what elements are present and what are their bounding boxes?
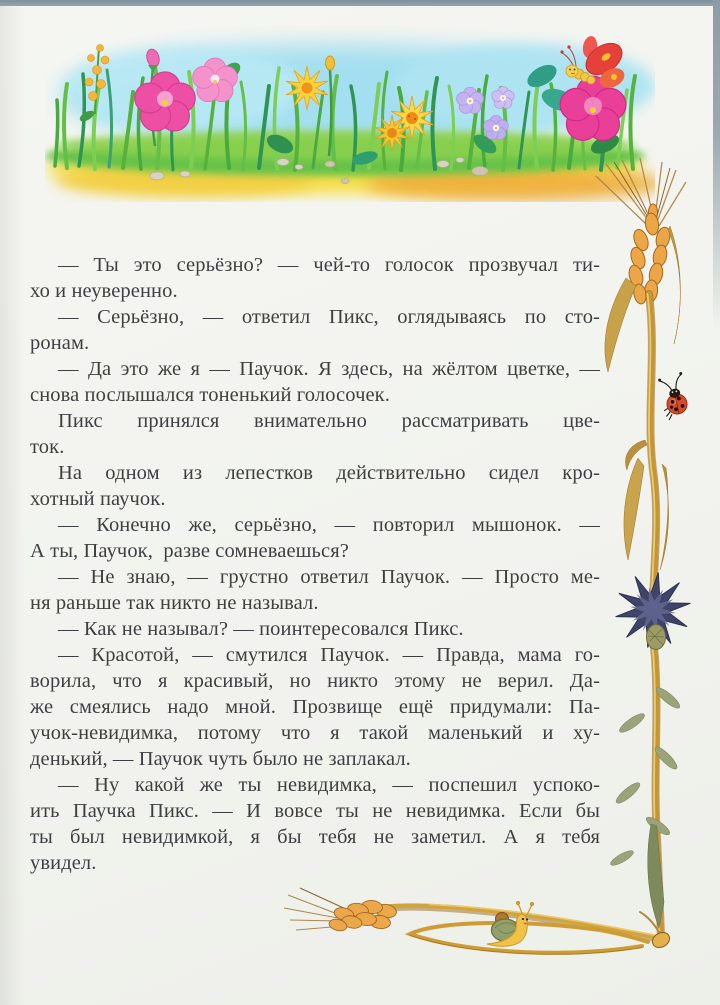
pink-bud (145, 48, 161, 146)
text-line: — Не знаю, — грустно ответил Паучок. — Просто ме- (58, 566, 600, 588)
pink-viola-flower (135, 72, 195, 131)
text-line: — Как не называл? — поинтересовался Пикс. (58, 618, 464, 640)
pebbles (150, 158, 488, 184)
light-pink-viola (193, 58, 238, 102)
paragraph (30, 408, 600, 460)
meadow-illustration (45, 26, 655, 202)
page-curve-shadow (0, 0, 24, 1005)
text-line: На одном из лепестков действительно сидел кро- (58, 462, 600, 484)
text-line: снова послышался тоненький голосочек. (30, 384, 390, 406)
paragraph (30, 512, 600, 564)
text-line: ить Паучка Пикс. — И вовсе ты не невидимка. Если бы (30, 800, 600, 822)
wheat-ear-icon (627, 204, 672, 305)
wheat-stem (648, 294, 662, 938)
bottom-wheat-ear (284, 888, 397, 933)
butterfly-icon (560, 35, 627, 92)
wheat-awns-top (596, 158, 686, 226)
snail-icon (487, 901, 534, 946)
text-line: — Серьёзно, — ответил Пикс, оглядываясь по сто- (58, 306, 600, 328)
pink-flower-right (560, 76, 626, 140)
curl-leaf (626, 440, 647, 470)
text-line: — Красотой, — смутился Паучок. — Правда, мама го- (58, 644, 600, 666)
sky-wash (60, 44, 655, 148)
yellow-daisy-3 (375, 115, 409, 151)
golden-leaves (605, 226, 681, 570)
ladybug-icon (657, 372, 691, 421)
text-line: увидел. (30, 852, 97, 874)
text-line: ронам. (30, 332, 90, 354)
paragraph (30, 772, 600, 876)
text-line: хотный паучок. (30, 488, 166, 510)
text-line: Пикс принялся внимательно рассматривать цве- (58, 410, 600, 432)
bottom-stalk (366, 905, 661, 955)
purple-flowers (457, 87, 515, 140)
paragraph (30, 460, 600, 512)
paragraph (30, 616, 600, 642)
sand-wash (45, 142, 655, 201)
text-line: ток. (30, 436, 65, 458)
text-line: учок-невидимка, потому что я такой маленький и ху- (30, 722, 600, 744)
paragraph (30, 564, 600, 616)
text-line: А ты, Паучок, разве сомневаешься? (30, 540, 349, 562)
text-line: — Конечно же, серьёзно, — повторил мышонок. — (58, 514, 600, 536)
paragraph (30, 252, 600, 304)
paragraph (30, 304, 600, 356)
text-line: ня раньше так никто не называл. (30, 592, 319, 614)
yellow-spray-flower (78, 45, 109, 124)
text-line: хо и неуверенно. (30, 280, 178, 302)
text-line: ворила, что я красивый, но никто этому не верил. Да- (30, 670, 600, 692)
text-line: денький, — Паучок чуть было не заплакал. (30, 748, 411, 770)
text-line: — Да это же я — Паучок. Я здесь, на жёлтом цветке, — (58, 358, 600, 380)
text-line: — Ты это серьёзно? — чей-то голосок прозвучал ти- (58, 254, 600, 276)
yellow-daisy-2 (391, 96, 433, 140)
text-line: — Ну какой же ты невидимка, — поспешил успоко- (58, 774, 600, 796)
text-line: же смеялись надо мной. Прозвище ещё придумали: Па- (30, 696, 600, 718)
paragraph (30, 356, 600, 408)
grass-blades (55, 66, 635, 170)
stalk-node (650, 929, 673, 950)
text-line: ты был невидимкой, я бы тебя не заметил. А я тебя (30, 826, 600, 848)
scan-edge-right (713, 0, 720, 330)
corner-olive-blade (648, 824, 664, 928)
cornflower-icon (612, 567, 694, 652)
yellow-daisy-1 (286, 66, 328, 110)
story-text (30, 252, 600, 876)
olive-leaves (609, 685, 683, 868)
paragraph (30, 642, 600, 772)
grass-mass (45, 130, 645, 176)
stem-bud (326, 56, 335, 156)
leaf-clumps (216, 59, 622, 167)
scan-edge-top (0, 0, 720, 6)
